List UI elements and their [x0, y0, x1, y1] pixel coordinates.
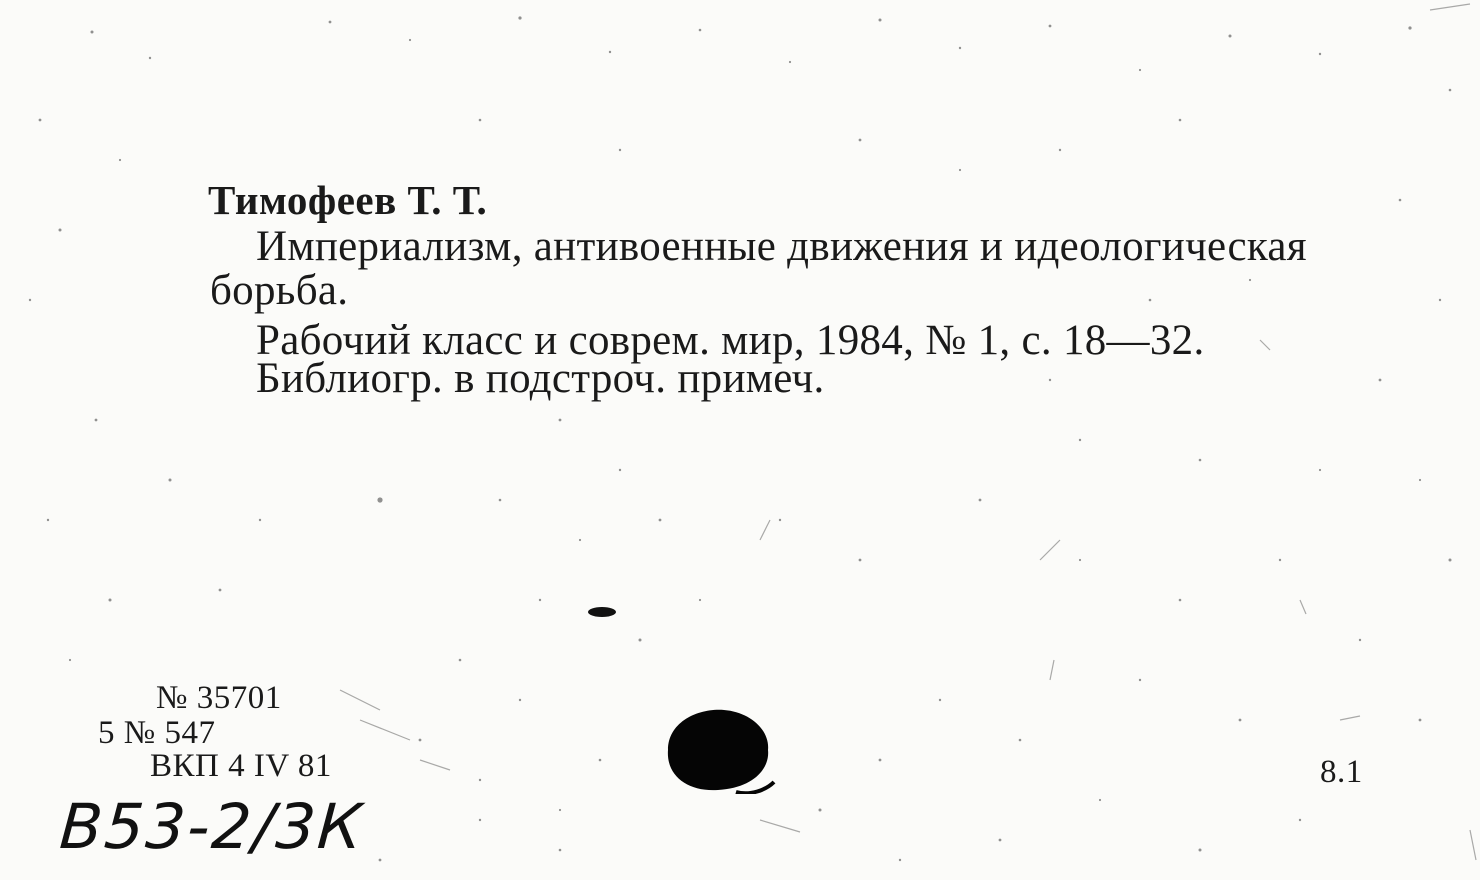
punch-hole-icon [658, 706, 776, 794]
card-bibliography-note: Библиогр. в подстроч. примеч. [256, 355, 825, 402]
card-author: Тимофеев Т. Т. [208, 177, 488, 223]
registration-number-3: ВКП 4 IV 81 [150, 748, 332, 784]
registration-number-1: № 35701 [156, 680, 282, 716]
card-title-line-2: борьба. [210, 267, 349, 314]
classification-index: 8.1 [1320, 754, 1363, 790]
registration-number-2: 5 № 547 [98, 715, 216, 751]
handwritten-shelf-mark: В53-2/3К [57, 790, 367, 863]
card-source: Рабочий класс и соврем. мир, 1984, № 1, с. 18—32. [256, 317, 1205, 364]
card-title-line-1: Империализм, антивоенные движения и идеологическая [256, 223, 1307, 270]
